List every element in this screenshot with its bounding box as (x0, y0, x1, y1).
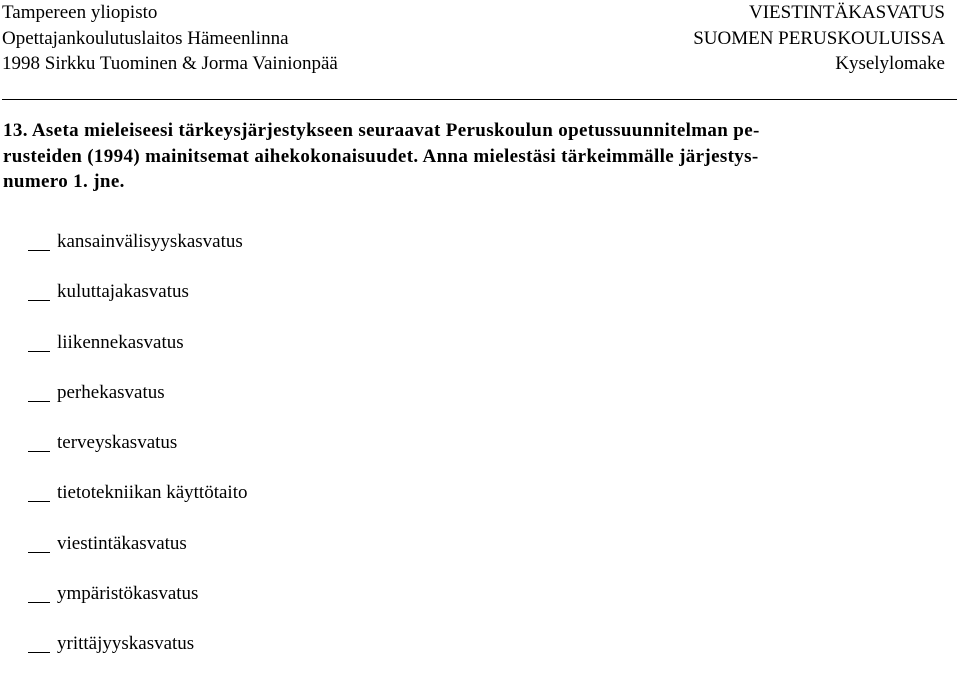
authors: 1998 Sirkku Tuominen & Jorma Vainionpää (2, 53, 338, 74)
header-divider (2, 99, 957, 100)
option-label: viestintäkasvatus (57, 532, 187, 554)
rank-blank-field[interactable] (28, 431, 50, 452)
document-type: Kyselylomake (835, 53, 945, 74)
rank-blank-field[interactable] (28, 582, 50, 603)
option-terveyskasvatus (28, 430, 247, 480)
option-viestintakasvatus (28, 531, 247, 581)
question-line-2: rusteiden (1994) mainitsemat aihekokonaisuudet. Anna mielestäsi tärkeimmälle järjestys- (3, 145, 759, 167)
survey-title: VIESTINTÄKASVATUS (749, 2, 945, 23)
header-row-2 (2, 26, 957, 52)
question-line-3: numero 1. jne. (3, 171, 125, 192)
survey-subtitle: SUOMEN PERUSKOULUISSA (693, 27, 945, 49)
rank-blank-field[interactable] (28, 230, 50, 251)
option-kuluttajakasvatus (28, 279, 247, 329)
header-row-3 (2, 51, 957, 77)
option-label: kansainvälisyyskasvatus (57, 231, 243, 252)
option-label: yrittäjyyskasvatus (57, 633, 195, 655)
option-label: terveyskasvatus (57, 432, 178, 454)
document-header (2, 0, 957, 77)
option-ymparistokasvatus (28, 581, 247, 631)
option-label: tietotekniikan käyttötaito (57, 482, 248, 504)
rank-blank-field[interactable] (28, 481, 50, 502)
option-tietotekniikan-kayttotaito (28, 480, 247, 530)
question-line-1: 13. Aseta mieleiseesi tärkeysjärjestykseen seuraavat Peruskoulun opetussuunnitelman pe- (3, 120, 760, 141)
option-label: ympäristökasvatus (57, 583, 199, 605)
option-perhekasvatus (28, 380, 247, 430)
ranking-options-list (28, 229, 247, 682)
rank-blank-field[interactable] (28, 381, 50, 402)
header-row-1 (2, 0, 957, 26)
department-name: Opettajankoulutuslaitos Hämeenlinna (2, 27, 289, 49)
rank-blank-field[interactable] (28, 532, 50, 553)
option-label: kuluttajakasvatus (57, 281, 189, 303)
university-name: Tampereen yliopisto (2, 2, 158, 23)
option-label: liikennekasvatus (57, 331, 184, 353)
rank-blank-field[interactable] (28, 280, 50, 301)
question-13 (3, 118, 863, 195)
option-yrittajyyskasvatus (28, 631, 247, 681)
rank-blank-field[interactable] (28, 331, 50, 352)
option-label: perhekasvatus (57, 381, 165, 403)
option-liikennekasvatus (28, 330, 247, 380)
option-kansainvalisyyskasvatus (28, 229, 247, 279)
rank-blank-field[interactable] (28, 632, 50, 653)
